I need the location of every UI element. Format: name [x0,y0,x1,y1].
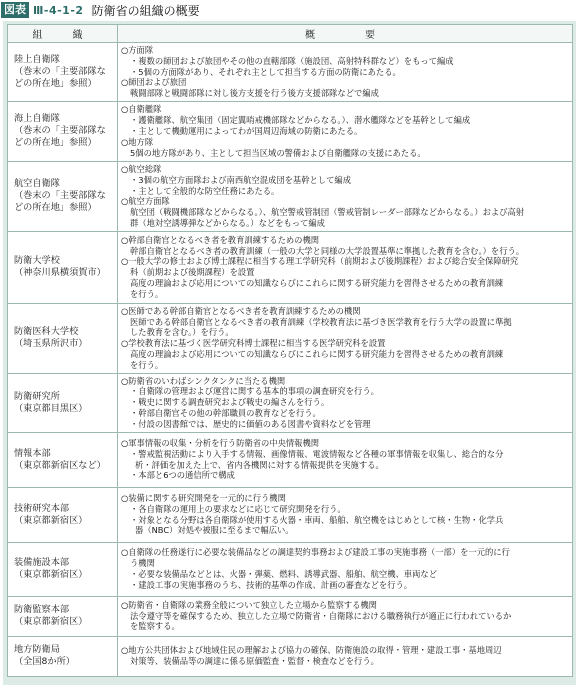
organization-name-line: 防衛医科大学校 [14,326,79,338]
overview-line: 析・評価を加えた上で、省内各機関に対する情報提供を実施する。 [135,459,384,470]
organization-cell [8,432,118,487]
organization-cell [8,636,118,676]
organization-name-line: 航空自衛隊 [14,178,60,190]
overview-line: ・警戒監視活動により入手する情報、画像情報、電波情報など各種の軍事情報を収集し、総合的な分 [130,448,504,459]
overview-line: 医師である幹部自衛官となるべき者の教育訓練（学校教育法に基づき医学教育を行う大学の設置に準拠 [130,316,512,327]
organization-cell [8,161,118,231]
figure-label: 図表 [1,2,29,18]
table-body [8,43,573,677]
organization-name-line: 情報本部 [14,447,51,459]
figure-number: Ⅲ-4-1-2 [33,3,84,17]
overview-line: した教育を含む。）を行う。 [130,327,234,338]
overview-line: 法令遵守等を確保するため、独立した立場で防衛省・自衛隊における職務執行が適正に行われているか [130,610,512,621]
overview-line: ○軍事情報の収集・分析を行う防衛省の中央情報機関 [121,437,320,448]
overview-cell [118,43,573,102]
organization-cell [8,303,118,373]
overview-line: 5個の地方隊があり、主として担当区域の警備および自衛艦隊の支援にあたる。 [130,147,426,158]
overview-line: ○幹部自衛官となるべき者を教育訓練するための機関 [121,234,320,245]
organization-name-line: （東京都新宿区など） [14,459,106,471]
table-row [8,231,573,303]
table-row [8,101,573,161]
overview-line: 対策等、装備品等の調達に係る原価監査・監督・検査などを行う。 [130,656,379,667]
overview-line: ○一般大学の修士および博士課程に相当する理工学研究科（前期および後期課程）および総合安全保障研究 [121,256,519,267]
overview-line: ・幹部自衛官その他の幹部職員の教育などを行う。 [130,407,321,418]
overview-line: ・複数の師団および旅団やその他の直轄部隊（施設団、高射特科群など）をもって編成 [130,55,454,66]
overview-line: ○地方隊 [121,136,154,147]
organization-cell [8,43,118,102]
overview-line: ・自衛隊の管理および運営に関する基本的事項の調査研究を行う。 [130,386,379,397]
table-header-row [8,25,573,43]
table-row [8,596,573,636]
overview-line: う機関 [130,558,155,569]
organization-name-line: 装備施設本部 [14,557,70,569]
overview-line: ○防衛省・自衛隊の業務全般について独立した立場から監察する機関 [121,599,377,610]
overview-line: を行う。 [130,359,164,370]
overview-cell [118,432,573,487]
overview-line: ○航空方面隊 [121,196,170,207]
table-row [8,43,573,102]
overview-line: 戦闘部隊と戦闘部隊に対し後方支援を行う後方支援部隊などで編成 [130,88,379,99]
overview-line: ○師団および旅団 [121,77,187,88]
overview-line: ○自衛隊の任務遂行に必要な装備品などの調達契約事務および建設工事の実施事務（一部）を一元的に行 [121,547,510,558]
organization-name-line: どの所在地」参照） [14,77,97,89]
organization-name-line: （巻末の「主要部隊な [14,125,106,137]
overview-line: ・主として機動運用によってわが国周辺海域の防衛にあたる。 [130,126,363,137]
overview-line: ・各自衛隊の運用上の要求などに応じて研究開発を行う。 [130,503,346,514]
organization-name-line: 海上自衛隊 [14,113,60,125]
overview-cell [118,487,573,542]
organization-name-line: （東京都新宿区） [14,616,88,628]
overview-line: ○自衛艦隊 [121,104,162,115]
overview-cell [118,303,573,373]
organization-cell [8,542,118,596]
table-row [8,161,573,231]
table-frame [3,21,576,685]
overview-cell [118,542,573,596]
table-row [8,303,573,373]
overview-line: ・建設工事の実施事務のうち、技術的基準の作成、計画の審査などを行う。 [130,579,413,590]
overview-line: ・護衛艦隊、航空集団（固定翼哨戒機部隊などからなる。）、潜水艦隊などを基幹として編成 [130,115,471,126]
organization-name-line: （巻末の「主要部隊な [14,65,106,77]
overview-line: 航空団（戦闘機部隊などからなる。）、航空警戒管制団（警戒管制レーダー部隊などからなる。）および高射 [130,207,525,218]
overview-cell [118,636,573,676]
overview-line: 群（地対空誘導弾などからなる。）などをもって編成 [130,217,325,228]
table-row [8,542,573,596]
overview-line: ○学校教育法に基づく医学研究科博士課程に相当する医学研究科を設置 [121,338,386,349]
overview-line: ・戦史に関する調査研究および戦史の編さんを行う。 [130,397,330,408]
organization-name-line: 防衛大学校 [14,255,60,267]
overview-line: ・5個の方面隊があり、それぞれ主として担当する方面の防衛にあたる。 [130,66,401,77]
overview-line: ・主として全般的な防空任務にあたる。 [130,185,280,196]
organization-name-line: 技術研究本部 [14,502,70,514]
organization-cell [8,487,118,542]
table-row [8,432,573,487]
overview-line: ○医師である幹部自衛官となるべき者を教育訓練するための機関 [121,305,361,316]
organization-cell [8,373,118,432]
overview-line: ○装備に関する研究開発を一元的に行う機関 [121,492,286,503]
organization-name-line: どの所在地」参照） [14,137,97,149]
overview-line: を監察する。 [130,621,180,632]
organization-cell [8,596,118,636]
overview-line: 器（NBC）対処や被服に至るまで幅広い。 [135,525,294,536]
figure-title: 防衛省の組織の概要 [91,3,200,18]
table-row [8,373,573,432]
organization-name-line: 地方防衛局 [14,644,60,656]
overview-line: 科（前期および後期課程）を設置 [130,267,255,278]
table-row [8,636,573,676]
organization-name-line: （東京都目黒区） [14,402,88,414]
organization-table [7,24,573,677]
overview-line: ○航空総隊 [121,163,162,174]
organization-name-line: （巻末の「主要部隊な [14,190,106,202]
organization-name-line: （東京都新宿区） [14,514,88,526]
header-organization: 組 織 [8,25,118,43]
organization-name-line: どの所在地」参照） [14,202,97,214]
overview-cell [118,231,573,303]
header-overview: 概 要 [118,25,573,43]
table-row [8,487,573,542]
organization-name-line: 防衛研究所 [14,390,60,402]
overview-cell [118,373,573,432]
overview-cell [118,161,573,231]
overview-line: ・本部と6つの通信所で構成 [130,470,235,481]
organization-name-line: 防衛監察本部 [14,604,70,616]
overview-line: ・対象となる分野は各自衛隊が使用する火器・車両、船舶、航空機をはじめとして核・生物・化学兵 [130,514,504,525]
overview-line: ○防衛省のいわばシンクタンクに当たる機関 [121,375,286,386]
organization-name-line: （全国8か所） [14,656,75,668]
overview-line: ・必要な装備品などとは、火器・弾薬、燃料、誘導武器、船舶、航空機、車両など [130,569,437,580]
organization-name-line: （埼玉県所沢市） [14,338,88,350]
overview-line: を行う。 [130,288,164,299]
overview-line: 高度の理論および応用についての知識ならびにこれらに関する研究能力を習得させるための教育訓練 [130,278,504,289]
organization-cell [8,101,118,161]
overview-line: 高度の理論および応用についての知識ならびにこれらに関する研究能力を習得させるための教育訓練 [130,348,504,359]
overview-cell [118,101,573,161]
overview-line: ・付設の図書館では、歴史的に価値のある図書や資料などを管理 [130,418,371,429]
overview-line: ○方面隊 [121,45,154,55]
overview-line: ○地方公共団体および地域住民の理解および協力の確保、防衛施設の取得・管理・建設工事・基地周辺 [121,645,502,656]
organization-cell [8,231,118,303]
organization-name-line: 陸上自衛隊 [14,53,60,65]
overview-line: 幹部自衛官となるべき者の教育訓練（一般の大学と同様の大学設置基準に準拠した教育を含む。）を行う。 [130,245,525,256]
overview-cell [118,596,573,636]
organization-name-line: （神奈川県横須賀市） [14,267,106,279]
figure-header [0,0,581,20]
organization-name-line: （東京都新宿区） [14,569,88,581]
overview-line: ・3個の航空方面隊および南西航空混成団を基幹として編成 [130,174,351,185]
